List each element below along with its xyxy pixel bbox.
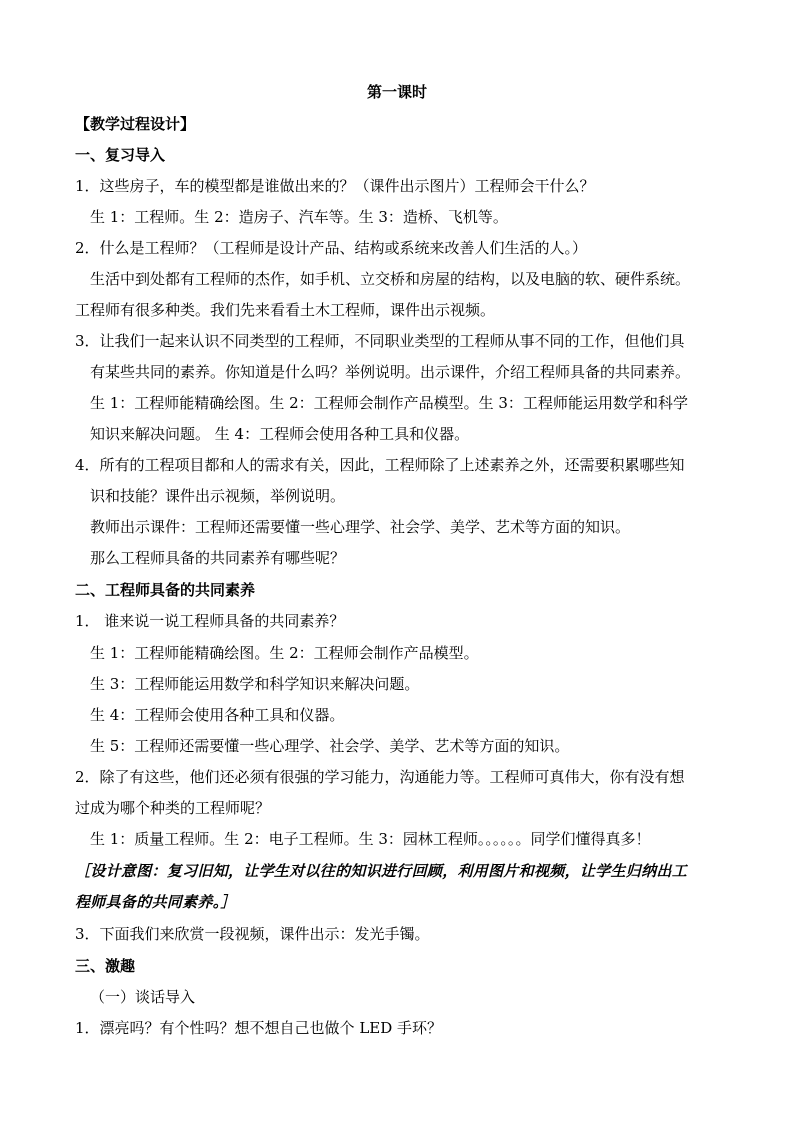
paragraph-line: 生 5：工程师还需要懂一些心理学、社会学、美学、艺术等方面的知识。 (90, 737, 570, 755)
paragraph-line: 知识来解决问题。 生 4：工程师会使用各种工具和仪器。 (90, 425, 470, 443)
paragraph-line: 生活中到处都有工程师的杰作，如手机、立交桥和房屋的结构，以及电脑的软、硬件系统。 (90, 270, 691, 288)
paragraph-line: 1．这些房子，车的模型都是谁做出来的？（课件出示图片）工程师会干什么？ (75, 177, 595, 195)
section-3-heading: 三、激趣 (75, 957, 136, 975)
paragraph-line: 生 3：工程师能运用数学和科学知识来解决问题。 (90, 675, 420, 693)
paragraph-line: 3．下面我们来欣赏一段视频，课件出示：发光手镯。 (75, 925, 430, 943)
section-2-heading: 二、工程师具备的共同素养 (75, 581, 256, 599)
paragraph-line: 1． 谁来说一说工程师具备的共同素养？ (75, 612, 345, 630)
paragraph-line: 生 1：工程师能精确绘图。生 2：工程师会制作产品模型。 (90, 644, 479, 662)
paragraph-line: 识和技能？课件出示视频，举例说明。 (90, 487, 346, 505)
paragraph-line: 2．除了有这些，他们还必须有很强的学习能力，沟通能力等。工程师可真伟大，你有没有想 (75, 768, 685, 786)
paragraph-line: 生 1：质量工程师。生 2：电子工程师。生 3：园林工程师。。。。。。同学们懂得真多！ (90, 830, 651, 848)
paragraph-line: 生 1：工程师。生 2：造房子、汽车等。生 3：造桥、飞机等。 (90, 208, 508, 226)
paragraph-line: 有某些共同的素养。你知道是什么吗？举例说明。出示课件，介绍工程师具备的共同素养。 (90, 363, 691, 381)
paragraph-line: 生 4：工程师会使用各种工具和仪器。 (90, 706, 345, 724)
paragraph-line: 1．漂亮吗？有个性吗？想不想自己也做个 LED 手环？ (75, 1019, 443, 1037)
paragraph-line: 教师出示课件：工程师还需要懂一些心理学、社会学、美学、艺术等方面的知识。 (90, 518, 631, 536)
paragraph-line: 2．什么是工程师？（工程师是设计产品、结构或系统来改善人们生活的人。） (75, 239, 588, 257)
design-intent-note: ［设计意图：复习旧知，让学生对以往的知识进行回顾，利用图片和视频，让学生归纳出工 (75, 862, 688, 880)
paragraph-line: 生 1：工程师能精确绘图。生 2：工程师会制作产品模型。生 3：工程师能运用数学和科学 (90, 394, 688, 412)
page-title: 第一课时 (366, 83, 427, 101)
section-design-heading: 【教学过程设计】 (75, 115, 196, 133)
subsection-heading: （一）谈话导入 (90, 988, 196, 1006)
paragraph-line: 4．所有的工程项目都和人的需求有关，因此，工程师除了上述素养之外，还需要积累哪些知 (75, 456, 685, 474)
paragraph-line: 那么工程师具备的共同素养有哪些呢？ (90, 549, 346, 567)
paragraph-line: 3．让我们一起来认识不同类型的工程师，不同职业类型的工程师从事不同的工作，但他们具 (75, 332, 685, 350)
paragraph-line: 过成为哪个种类的工程师呢？ (75, 799, 271, 817)
section-1-heading: 一、复习导入 (75, 146, 166, 164)
design-intent-note: 程师具备的共同素养。］ (75, 893, 236, 911)
paragraph-line: 工程师有很多种类。我们先来看看土木工程师，课件出示视频。 (75, 301, 496, 319)
